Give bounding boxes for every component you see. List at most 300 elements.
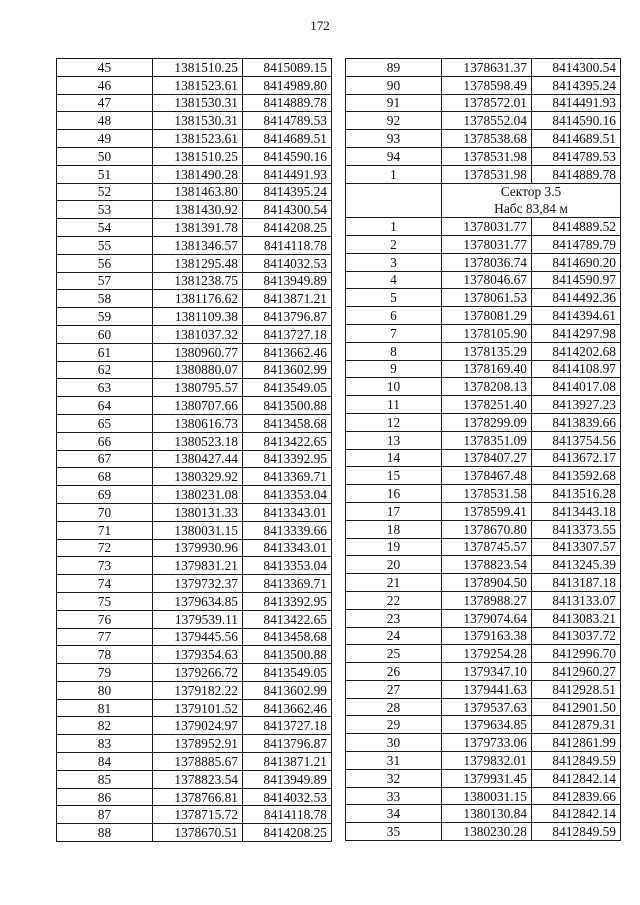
sector-title-row (346, 183, 621, 200)
table-row (346, 431, 621, 449)
x-coordinate-cell: 1381430.92 (153, 201, 243, 219)
point-number-cell: 3 (346, 253, 442, 271)
point-number-cell: 76 (57, 610, 153, 628)
x-coordinate-cell: 1379254.28 (442, 645, 532, 663)
table-row (346, 413, 621, 431)
x-coordinate-cell: 1378952.91 (153, 735, 243, 753)
x-coordinate-cell: 1378036.74 (442, 253, 532, 271)
point-number-cell: 53 (57, 201, 153, 219)
point-number-cell: 81 (57, 699, 153, 717)
table-row (346, 449, 621, 467)
y-coordinate-cell: 8413500.88 (243, 397, 332, 415)
y-coordinate-cell: 8414492.36 (532, 289, 621, 307)
coordinates-table-right (345, 58, 621, 841)
x-coordinate-cell: 1378598.49 (442, 76, 532, 94)
table-row (346, 342, 621, 360)
table-row (346, 698, 621, 716)
sector-title: Сектор 3.5 (442, 183, 621, 200)
table-row (57, 325, 332, 343)
y-coordinate-cell: 8412849.59 (532, 823, 621, 841)
x-coordinate-cell: 1379634.85 (153, 592, 243, 610)
y-coordinate-cell: 8414689.51 (243, 130, 332, 148)
x-coordinate-cell: 1380795.57 (153, 379, 243, 397)
x-coordinate-cell: 1378885.67 (153, 753, 243, 771)
x-coordinate-cell: 1379445.56 (153, 628, 243, 646)
point-number-cell: 61 (57, 343, 153, 361)
table-row (57, 147, 332, 165)
table-row (57, 290, 332, 308)
y-coordinate-cell: 8412928.51 (532, 680, 621, 698)
x-coordinate-cell: 1378823.54 (442, 556, 532, 574)
point-number-cell: 59 (57, 308, 153, 326)
y-coordinate-cell: 8414208.25 (243, 824, 332, 842)
x-coordinate-cell: 1379266.72 (153, 664, 243, 682)
y-coordinate-cell: 8414789.53 (243, 112, 332, 130)
y-coordinate-cell: 8413443.18 (532, 502, 621, 520)
y-coordinate-cell: 8412879.31 (532, 716, 621, 734)
x-coordinate-cell: 1378572.01 (442, 94, 532, 112)
y-coordinate-cell: 8413353.04 (243, 486, 332, 504)
y-coordinate-cell: 8414690.20 (532, 253, 621, 271)
point-number-cell: 27 (346, 680, 442, 698)
y-coordinate-cell: 8412901.50 (532, 698, 621, 716)
table-row (57, 343, 332, 361)
table-row (57, 236, 332, 254)
point-number-cell: 82 (57, 717, 153, 735)
x-coordinate-cell: 1378208.13 (442, 378, 532, 396)
point-number-cell: 80 (57, 681, 153, 699)
x-coordinate-cell: 1378599.41 (442, 502, 532, 520)
table-row (346, 307, 621, 325)
point-number-cell: 32 (346, 769, 442, 787)
table-row (346, 271, 621, 289)
table-row (57, 432, 332, 450)
y-coordinate-cell: 8413949.89 (243, 272, 332, 290)
x-coordinate-cell: 1378670.51 (153, 824, 243, 842)
x-coordinate-cell: 1378299.09 (442, 413, 532, 431)
x-coordinate-cell: 1378251.40 (442, 396, 532, 414)
y-coordinate-cell: 8414889.52 (532, 218, 621, 236)
x-coordinate-cell: 1381238.75 (153, 272, 243, 290)
table-row (57, 503, 332, 521)
point-number-cell: 16 (346, 485, 442, 503)
x-coordinate-cell: 1380231.08 (153, 486, 243, 504)
y-coordinate-cell: 8415089.15 (243, 59, 332, 77)
y-coordinate-cell: 8413343.01 (243, 503, 332, 521)
table-row (346, 591, 621, 609)
x-coordinate-cell: 1378904.50 (442, 574, 532, 592)
y-coordinate-cell: 8413592.68 (532, 467, 621, 485)
y-coordinate-cell: 8413392.95 (243, 592, 332, 610)
table-row (57, 94, 332, 112)
y-coordinate-cell: 8414590.16 (532, 112, 621, 130)
x-coordinate-cell: 1380329.92 (153, 468, 243, 486)
x-coordinate-cell: 1379732.37 (153, 575, 243, 593)
point-number-cell: 90 (346, 76, 442, 94)
table-row (57, 130, 332, 148)
point-number-cell: 30 (346, 734, 442, 752)
y-coordinate-cell: 8412839.66 (532, 787, 621, 805)
table-row (346, 324, 621, 342)
x-coordinate-cell: 1380131.33 (153, 503, 243, 521)
point-number-cell: 57 (57, 272, 153, 290)
table-row (346, 289, 621, 307)
x-coordinate-cell: 1379831.21 (153, 557, 243, 575)
point-number-cell: 55 (57, 236, 153, 254)
point-number-cell: 22 (346, 591, 442, 609)
point-number-cell: 63 (57, 379, 153, 397)
x-coordinate-cell: 1380031.15 (442, 787, 532, 805)
table-row (57, 806, 332, 824)
x-coordinate-cell: 1379182.22 (153, 681, 243, 699)
y-coordinate-cell: 8413133.07 (532, 591, 621, 609)
x-coordinate-cell: 1378169.40 (442, 360, 532, 378)
table-row (346, 520, 621, 538)
table-row (346, 130, 621, 148)
point-number-cell: 58 (57, 290, 153, 308)
point-number-cell: 31 (346, 752, 442, 770)
y-coordinate-cell: 8413727.18 (243, 325, 332, 343)
y-coordinate-cell: 8412861.99 (532, 734, 621, 752)
x-coordinate-cell: 1379101.52 (153, 699, 243, 717)
y-coordinate-cell: 8414202.68 (532, 342, 621, 360)
point-number-cell: 48 (57, 112, 153, 130)
point-number-cell: 46 (57, 76, 153, 94)
y-coordinate-cell: 8413662.46 (243, 699, 332, 717)
table-row (346, 627, 621, 645)
table-row (57, 717, 332, 735)
table-row (57, 201, 332, 219)
x-coordinate-cell: 1380130.84 (442, 805, 532, 823)
x-coordinate-cell: 1381463.80 (153, 183, 243, 201)
table-row (57, 76, 332, 94)
point-number-cell: 8 (346, 342, 442, 360)
table-row (346, 752, 621, 770)
table-row (57, 735, 332, 753)
y-coordinate-cell: 8414208.25 (243, 219, 332, 237)
x-coordinate-cell: 1378531.98 (442, 165, 532, 183)
point-number-cell: 78 (57, 646, 153, 664)
x-coordinate-cell: 1380427.44 (153, 450, 243, 468)
point-number-cell: 9 (346, 360, 442, 378)
table-row (57, 450, 332, 468)
point-number-cell: 88 (57, 824, 153, 842)
point-number-cell: 18 (346, 520, 442, 538)
point-number-cell: 69 (57, 486, 153, 504)
y-coordinate-cell: 8414032.53 (243, 788, 332, 806)
point-number-cell: 1 (346, 218, 442, 236)
point-number-cell: 65 (57, 414, 153, 432)
table-row (346, 663, 621, 681)
point-number-cell: 50 (57, 147, 153, 165)
point-number-cell: 75 (57, 592, 153, 610)
y-coordinate-cell: 8413839.66 (532, 413, 621, 431)
point-number-cell: 26 (346, 663, 442, 681)
x-coordinate-cell: 1378031.77 (442, 218, 532, 236)
point-number-cell: 91 (346, 94, 442, 112)
point-number-cell: 84 (57, 753, 153, 771)
point-number-cell: 11 (346, 396, 442, 414)
y-coordinate-cell: 8412996.70 (532, 645, 621, 663)
y-coordinate-cell: 8414491.93 (243, 165, 332, 183)
table-row (57, 165, 332, 183)
x-coordinate-cell: 1379163.38 (442, 627, 532, 645)
table-row (346, 574, 621, 592)
sector-height: Набс 83,84 м (442, 200, 621, 217)
x-coordinate-cell: 1378670.80 (442, 520, 532, 538)
x-coordinate-cell: 1378823.54 (153, 770, 243, 788)
y-coordinate-cell: 8413343.01 (243, 539, 332, 557)
table-row (346, 165, 621, 183)
x-coordinate-cell: 1381530.31 (153, 94, 243, 112)
point-number-cell: 7 (346, 324, 442, 342)
page-number: 172 (310, 18, 330, 33)
y-coordinate-cell: 8414300.54 (243, 201, 332, 219)
x-coordinate-cell: 1380523.18 (153, 432, 243, 450)
y-coordinate-cell: 8414118.78 (243, 236, 332, 254)
y-coordinate-cell: 8413339.66 (243, 521, 332, 539)
x-coordinate-cell: 1378715.72 (153, 806, 243, 824)
table-row (57, 379, 332, 397)
y-coordinate-cell: 8414017.08 (532, 378, 621, 396)
y-coordinate-cell: 8412842.14 (532, 769, 621, 787)
table-row (346, 360, 621, 378)
point-number-cell: 4 (346, 271, 442, 289)
x-coordinate-cell: 1381295.48 (153, 254, 243, 272)
x-coordinate-cell: 1379733.06 (442, 734, 532, 752)
y-coordinate-cell: 8413549.05 (243, 664, 332, 682)
x-coordinate-cell: 1380880.07 (153, 361, 243, 379)
y-coordinate-cell: 8413392.95 (243, 450, 332, 468)
y-coordinate-cell: 8413871.21 (243, 290, 332, 308)
table-row (57, 486, 332, 504)
y-coordinate-cell: 8412960.27 (532, 663, 621, 681)
y-coordinate-cell: 8413602.99 (243, 361, 332, 379)
y-coordinate-cell: 8413422.65 (243, 432, 332, 450)
table-row (346, 76, 621, 94)
x-coordinate-cell: 1381510.25 (153, 147, 243, 165)
point-number-cell: 35 (346, 823, 442, 841)
point-number-cell: 70 (57, 503, 153, 521)
x-coordinate-cell: 1378467.48 (442, 467, 532, 485)
y-coordinate-cell: 8413549.05 (243, 379, 332, 397)
x-coordinate-cell: 1381530.31 (153, 112, 243, 130)
x-coordinate-cell: 1378531.98 (442, 147, 532, 165)
point-number-cell: 67 (57, 450, 153, 468)
coordinates-table-left (56, 58, 332, 842)
table-row (346, 235, 621, 253)
table-row (57, 664, 332, 682)
y-coordinate-cell: 8413037.72 (532, 627, 621, 645)
point-number-cell: 47 (57, 94, 153, 112)
y-coordinate-cell: 8413516.28 (532, 485, 621, 503)
table-row (57, 468, 332, 486)
point-number-cell: 92 (346, 112, 442, 130)
y-coordinate-cell: 8413796.87 (243, 308, 332, 326)
coordinates-table-right-top-body (346, 59, 621, 184)
table-row (57, 610, 332, 628)
x-coordinate-cell: 1381391.78 (153, 219, 243, 237)
point-number-cell: 23 (346, 609, 442, 627)
point-number-cell: 12 (346, 413, 442, 431)
table-row (346, 716, 621, 734)
table-row (346, 680, 621, 698)
table-row (57, 112, 332, 130)
point-number-cell: 62 (57, 361, 153, 379)
x-coordinate-cell: 1379832.01 (442, 752, 532, 770)
point-number-cell: 72 (57, 539, 153, 557)
y-coordinate-cell: 8412842.14 (532, 805, 621, 823)
point-number-cell: 71 (57, 521, 153, 539)
x-coordinate-cell: 1379931.45 (442, 769, 532, 787)
table-row (346, 502, 621, 520)
table-row (346, 823, 621, 841)
x-coordinate-cell: 1378538.68 (442, 130, 532, 148)
point-number-cell: 51 (57, 165, 153, 183)
table-row (57, 414, 332, 432)
y-coordinate-cell: 8413187.18 (532, 574, 621, 592)
point-number-cell: 68 (57, 468, 153, 486)
point-number-cell: 52 (57, 183, 153, 201)
point-number-cell: 29 (346, 716, 442, 734)
table-row (57, 254, 332, 272)
y-coordinate-cell: 8413369.71 (243, 575, 332, 593)
y-coordinate-cell: 8414789.53 (532, 147, 621, 165)
x-coordinate-cell: 1379074.64 (442, 609, 532, 627)
table-row (346, 556, 621, 574)
table-row (57, 59, 332, 77)
table-row (57, 183, 332, 201)
table-row (57, 770, 332, 788)
y-coordinate-cell: 8414689.51 (532, 130, 621, 148)
table-row (346, 805, 621, 823)
y-coordinate-cell: 8414118.78 (243, 806, 332, 824)
x-coordinate-cell: 1378081.29 (442, 307, 532, 325)
y-coordinate-cell: 8414032.53 (243, 254, 332, 272)
coordinates-table-right-bottom-body (346, 218, 621, 841)
point-number-cell: 86 (57, 788, 153, 806)
x-coordinate-cell: 1378407.27 (442, 449, 532, 467)
x-coordinate-cell: 1378031.77 (442, 235, 532, 253)
y-coordinate-cell: 8413754.56 (532, 431, 621, 449)
table-row (346, 769, 621, 787)
table-row (57, 219, 332, 237)
sector-height-row (346, 200, 621, 217)
point-number-cell: 24 (346, 627, 442, 645)
point-number-cell: 54 (57, 219, 153, 237)
table-row (57, 753, 332, 771)
y-coordinate-cell: 8413796.87 (243, 735, 332, 753)
x-coordinate-cell: 1379354.63 (153, 646, 243, 664)
point-number-cell: 2 (346, 235, 442, 253)
y-coordinate-cell: 8413369.71 (243, 468, 332, 486)
x-coordinate-cell: 1379634.85 (442, 716, 532, 734)
point-number-cell: 25 (346, 645, 442, 663)
x-coordinate-cell: 1379024.97 (153, 717, 243, 735)
x-coordinate-cell: 1379537.63 (442, 698, 532, 716)
table-row (346, 538, 621, 556)
point-number-cell: 6 (346, 307, 442, 325)
point-number-cell: 14 (346, 449, 442, 467)
point-number-cell: 94 (346, 147, 442, 165)
table-row (346, 378, 621, 396)
x-coordinate-cell: 1378531.58 (442, 485, 532, 503)
y-coordinate-cell: 8413245.39 (532, 556, 621, 574)
point-number-cell: 73 (57, 557, 153, 575)
y-coordinate-cell: 8413353.04 (243, 557, 332, 575)
x-coordinate-cell: 1379347.10 (442, 663, 532, 681)
y-coordinate-cell: 8413602.99 (243, 681, 332, 699)
y-coordinate-cell: 8414789.79 (532, 235, 621, 253)
point-number-cell: 77 (57, 628, 153, 646)
x-coordinate-cell: 1380616.73 (153, 414, 243, 432)
point-number-cell: 66 (57, 432, 153, 450)
y-coordinate-cell: 8413949.89 (243, 770, 332, 788)
x-coordinate-cell: 1380230.28 (442, 823, 532, 841)
table-row (346, 218, 621, 236)
y-coordinate-cell: 8414395.24 (532, 76, 621, 94)
x-coordinate-cell: 1380960.77 (153, 343, 243, 361)
table-row (57, 699, 332, 717)
point-number-cell: 60 (57, 325, 153, 343)
y-coordinate-cell: 8414394.61 (532, 307, 621, 325)
x-coordinate-cell: 1379930.96 (153, 539, 243, 557)
table-row (346, 787, 621, 805)
x-coordinate-cell: 1378105.90 (442, 324, 532, 342)
point-number-cell: 21 (346, 574, 442, 592)
table-row (346, 59, 621, 77)
y-coordinate-cell: 8413373.55 (532, 520, 621, 538)
point-number-cell: 79 (57, 664, 153, 682)
point-number-cell: 56 (57, 254, 153, 272)
table-row (57, 646, 332, 664)
point-number-cell: 15 (346, 467, 442, 485)
table-row (346, 112, 621, 130)
y-coordinate-cell: 8413662.46 (243, 343, 332, 361)
x-coordinate-cell: 1378135.29 (442, 342, 532, 360)
table-row (57, 575, 332, 593)
x-coordinate-cell: 1381510.25 (153, 59, 243, 77)
point-number-cell: 45 (57, 59, 153, 77)
table-row (57, 788, 332, 806)
y-coordinate-cell: 8412849.59 (532, 752, 621, 770)
y-coordinate-cell: 8413083.21 (532, 609, 621, 627)
y-coordinate-cell: 8414108.97 (532, 360, 621, 378)
x-coordinate-cell: 1380031.15 (153, 521, 243, 539)
point-number-cell: 28 (346, 698, 442, 716)
table-row (57, 361, 332, 379)
x-coordinate-cell: 1378351.09 (442, 431, 532, 449)
table-row (346, 645, 621, 663)
sector-header (346, 183, 621, 218)
y-coordinate-cell: 8414590.16 (243, 147, 332, 165)
x-coordinate-cell: 1378061.53 (442, 289, 532, 307)
y-coordinate-cell: 8413458.68 (243, 414, 332, 432)
point-number-cell: 83 (57, 735, 153, 753)
x-coordinate-cell: 1381490.28 (153, 165, 243, 183)
point-number-cell: 10 (346, 378, 442, 396)
x-coordinate-cell: 1379441.63 (442, 680, 532, 698)
y-coordinate-cell: 8414889.78 (243, 94, 332, 112)
table-row (57, 539, 332, 557)
x-coordinate-cell: 1381037.32 (153, 325, 243, 343)
table-row (57, 308, 332, 326)
point-number-cell: 49 (57, 130, 153, 148)
table-row (57, 628, 332, 646)
point-number-cell: 1 (346, 165, 442, 183)
sector-height-empty-cell (346, 200, 442, 217)
x-coordinate-cell: 1379539.11 (153, 610, 243, 628)
